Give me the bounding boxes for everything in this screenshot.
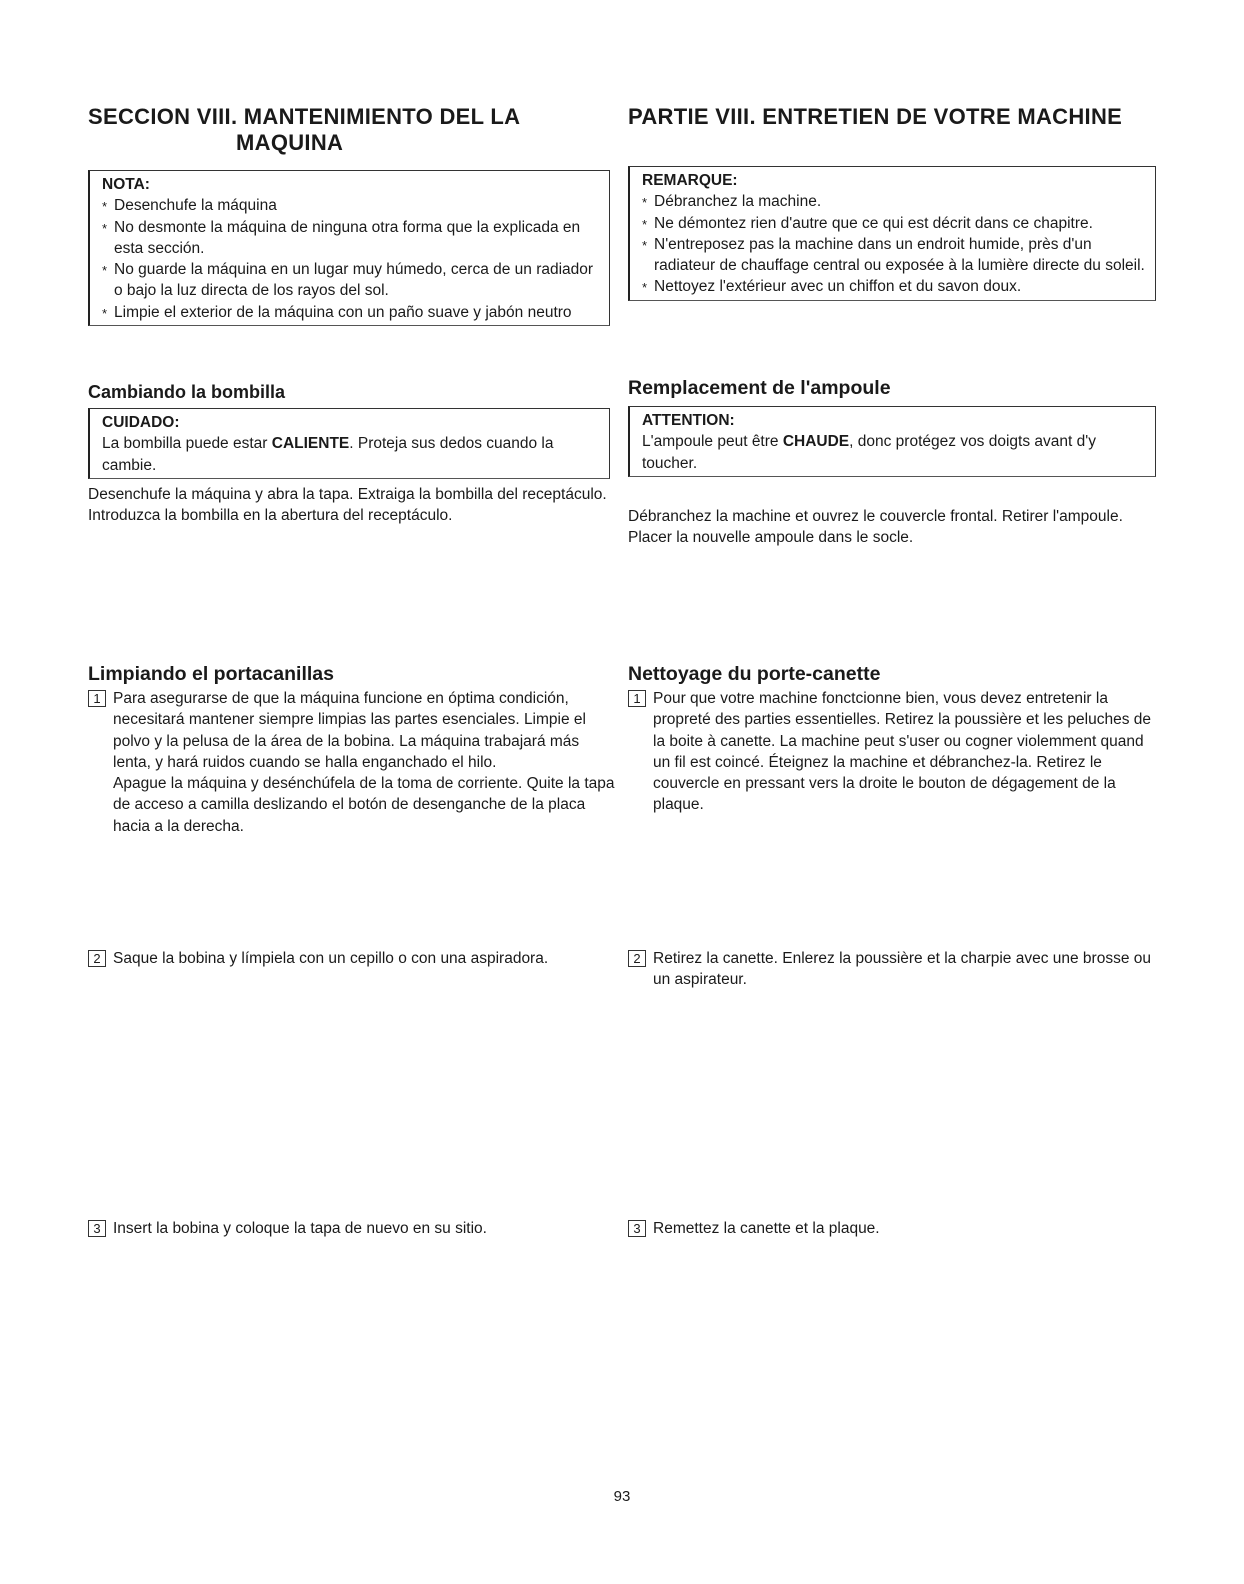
step-2-es (88, 948, 618, 969)
bulb-text-fr: Débranchez la machine et ouvrez le couvercle frontal. Retirer l'ampoule. Placer la nouvelle ampoule dans le socle. (628, 508, 1123, 547)
spanish-title-line2: MAQUINA (236, 130, 344, 155)
step-number-box: 3 (628, 1220, 646, 1237)
remarque-item: * Débranchez la machine. (642, 191, 1149, 212)
step-number-box: 2 (88, 950, 106, 967)
step-1-fr (628, 688, 1158, 816)
page-number: 93 (613, 1488, 631, 1505)
step-1-es-paragraph-1: Para asegurarse de que la máquina funcione en óptima condición, necesitará mantener siempre limpias las partes esenciales. Limpie el polvo y la pelusa de la área de la bobina. La máquina trabajará más lenta, y hará ruidos cuando se halla enganchado el hilo. (113, 690, 586, 771)
step-1-es (88, 688, 618, 837)
nota-item: * No desmonte la máquina de ninguna otra forma que la explicada en esta sección. (102, 217, 603, 260)
step-3-es-text: Insert la bobina y coloque la tapa de nuevo en su sitio. (113, 1220, 487, 1237)
nota-box (88, 170, 610, 326)
step-number-box: 3 (88, 1220, 106, 1237)
nota-list (102, 195, 603, 323)
spanish-section-title (88, 104, 616, 156)
step-3-fr (628, 1218, 1158, 1239)
remarque-item: * Ne démontez rien d'autre que ce qui est décrit dans ce chapitre. (642, 213, 1149, 234)
remarque-box (628, 166, 1156, 301)
bulb-title-fr: Remplacement de l'ampoule (628, 377, 891, 399)
step-2-fr (628, 948, 1158, 991)
attention-text: L'ampoule peut être CHAUDE, donc protégez vos doigts avant d'y toucher. (642, 433, 1096, 472)
step-number-box: 2 (628, 950, 646, 967)
spanish-title-line1: SECCION VIII. MANTENIMIENTO DEL LA (88, 104, 521, 129)
caliente-word: CALIENTE (271, 435, 350, 453)
french-section-title: PARTIE VIII. ENTRETIEN DE VOTRE MACHINE (628, 104, 1123, 129)
nota-item: * Desenchufe la máquina (102, 195, 603, 216)
remarque-item: * N'entreposez pas la machine dans un endroit humide, près d'un radiateur de chauffage central ou exposée à la lumière directe du soleil. (642, 234, 1149, 277)
bulb-text-es: Desenchufe la máquina y abra la tapa. Extraiga la bombilla del receptáculo. Introduzca la bombilla en la abertura del receptáculo. (88, 486, 607, 525)
remarque-list (642, 191, 1149, 297)
step-2-es-text: Saque la bobina y límpiela con un cepillo o con una aspiradora. (113, 950, 549, 967)
attention-heading: ATTENTION: (642, 412, 735, 429)
bobbin-title-es: Limpiando el portacanillas (88, 663, 334, 685)
step-2-fr-text: Retirez la canette. Enlerez la poussière et la charpie avec une brosse ou un aspirateur. (653, 950, 1152, 989)
step-3-fr-text: Remettez la canette et la plaque. (653, 1220, 880, 1237)
step-1-fr-text: Pour que votre machine fonctcionne bien, vous devez entretenir la propreté des parties essentielles. Retirez la poussière et les peluches de la boite à canette. La machine peut s'user ou cogner violemment quand un fil est coincé. Éteignez la machine et débranchez-la. Retirez le couvercle en pressant vers la droite le bouton de dégagement de la plaque. (653, 690, 1151, 814)
bobbin-title-fr: Nettoyage du porte-canette (628, 663, 881, 685)
remarque-item: * Nettoyez l'extérieur avec un chiffon et du savon doux. (642, 276, 1149, 297)
nota-item: * Limpie el exterior de la máquina con un paño suave y jabón neutro (102, 302, 603, 323)
cuidado-text: La bombilla puede estar CALIENTE. Proteja sus dedos cuando la cambie. (102, 435, 554, 474)
step-number-box: 1 (88, 690, 106, 707)
step-3-es (88, 1218, 618, 1239)
nota-item: * No guarde la máquina en un lugar muy húmedo, cerca de un radiador o bajo la luz directa de los rayos del sol. (102, 259, 603, 302)
bulb-title-es: Cambiando la bombilla (88, 382, 286, 402)
step-number-box: 1 (628, 690, 646, 707)
step-1-es-paragraph-2: Apague la máquina y desénchúfela de la toma de corriente. Quite la tapa de acceso a camilla deslizando el botón de desenganche de la placa hacia a la derecha. (113, 775, 615, 835)
chaude-word: CHAUDE (782, 433, 850, 451)
remarque-heading: REMARQUE: (642, 172, 738, 189)
cuidado-heading: CUIDADO: (102, 414, 180, 431)
attention-box (628, 406, 1156, 477)
cuidado-box (88, 408, 610, 479)
nota-heading: NOTA: (102, 176, 150, 193)
